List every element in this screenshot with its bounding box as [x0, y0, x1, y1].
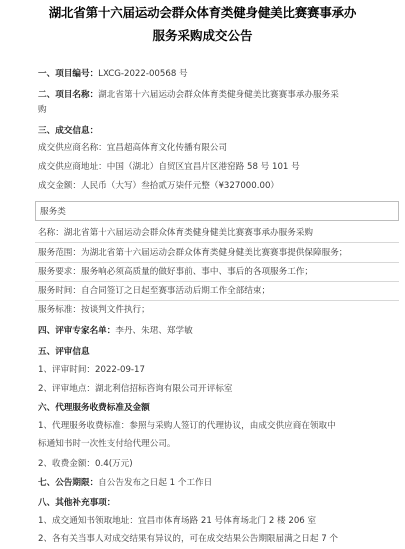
service-time: 服务时间：自合同签订之日起至赛事活动后期工作全部结束； [38, 286, 271, 296]
divider [35, 262, 399, 263]
expert-list [38, 325, 399, 338]
other-item-2: 2、各有关当事人对成交结果有异议的，可在成交结果公告期限届满之日起 7 个 [38, 534, 338, 544]
section-7-heading: 七、公告期限： [38, 478, 99, 488]
service-name: 名称：湖北省第十六届运动会群众体育类健身健美比赛赛事承办服务采购 [38, 228, 314, 238]
service-requirement: 服务要求：服务响必须高质量的做好事前、事中、事后的各项服务工作； [38, 267, 314, 277]
award-amount: 成交金额：人民币（大写）叁拾贰万柒仟元整（¥327000.00） [38, 181, 280, 191]
notice-period-value: 自公告发布之日起 1 个工作日 [98, 478, 213, 488]
fee-standard: 1、代理服务收费标准：参照与采购人签订的代理协议，由成交供应商在领取中 [38, 421, 336, 431]
other-item-1: 1、成交通知书领取地址：宜昌市体育场路 21 号体育场北门 2 楼 206 室 [38, 516, 317, 526]
service-category-box [35, 201, 399, 221]
fee-standard-cont: 标通知书时一次性支付给代理公司。 [38, 439, 176, 449]
project-name-cont: 购 [38, 105, 47, 115]
service-scope: 服务范围：为湖北省第十六届运动会群众体育类健身健美比赛赛事提供保障服务； [38, 248, 348, 258]
supplier-address: 成交供应商地址：中国（湖北）自贸区宜昌片区港窑路 58 号 101 号 [38, 162, 300, 172]
section-3-heading: 三、成交信息： [38, 126, 99, 136]
review-time: 1、评审时间：2022-09-17 [38, 365, 145, 375]
project-name [38, 89, 399, 102]
notice-period [38, 477, 399, 490]
service-standard: 服务标准：按谈判文件执行； [38, 305, 150, 315]
supplier-name: 成交供应商名称：宜昌超高体育文化传播有限公司 [38, 143, 228, 153]
project-number-value: LXCG-2022-00568 号 [98, 69, 188, 79]
section-8-heading: 八、其他补充事项： [38, 498, 116, 508]
project-name-value: 湖北省第十六届运动会群众体育类健身健美比赛赛事承办服务采 [98, 90, 339, 100]
service-category-label: 服务类 [40, 207, 66, 217]
section-6-heading: 六、代理服务收费标准及金额 [38, 403, 150, 413]
title-line-2: 服务采购成交公告 [152, 28, 253, 43]
fee-amount: 2、收费金额：0.4(万元) [38, 459, 133, 469]
section-5-heading: 五、评审信息 [38, 347, 90, 357]
divider [35, 300, 399, 301]
title-line-1: 湖北省第十六届运动会群众体育类健身健美比赛赛事承办 [48, 5, 357, 20]
project-number [38, 68, 399, 81]
divider [35, 281, 399, 282]
page-title [4, 1, 401, 47]
expert-names: 李丹、朱珺、郑学敏 [115, 326, 193, 336]
section-4-heading: 四、评审专家名单： [38, 326, 116, 336]
divider [35, 242, 399, 243]
section-1-heading: 一、项目编号： [38, 69, 99, 79]
review-place: 2、评审地点：湖北利信招标咨询有限公司开评标室 [38, 384, 233, 394]
section-2-heading: 二、项目名称： [38, 90, 99, 100]
